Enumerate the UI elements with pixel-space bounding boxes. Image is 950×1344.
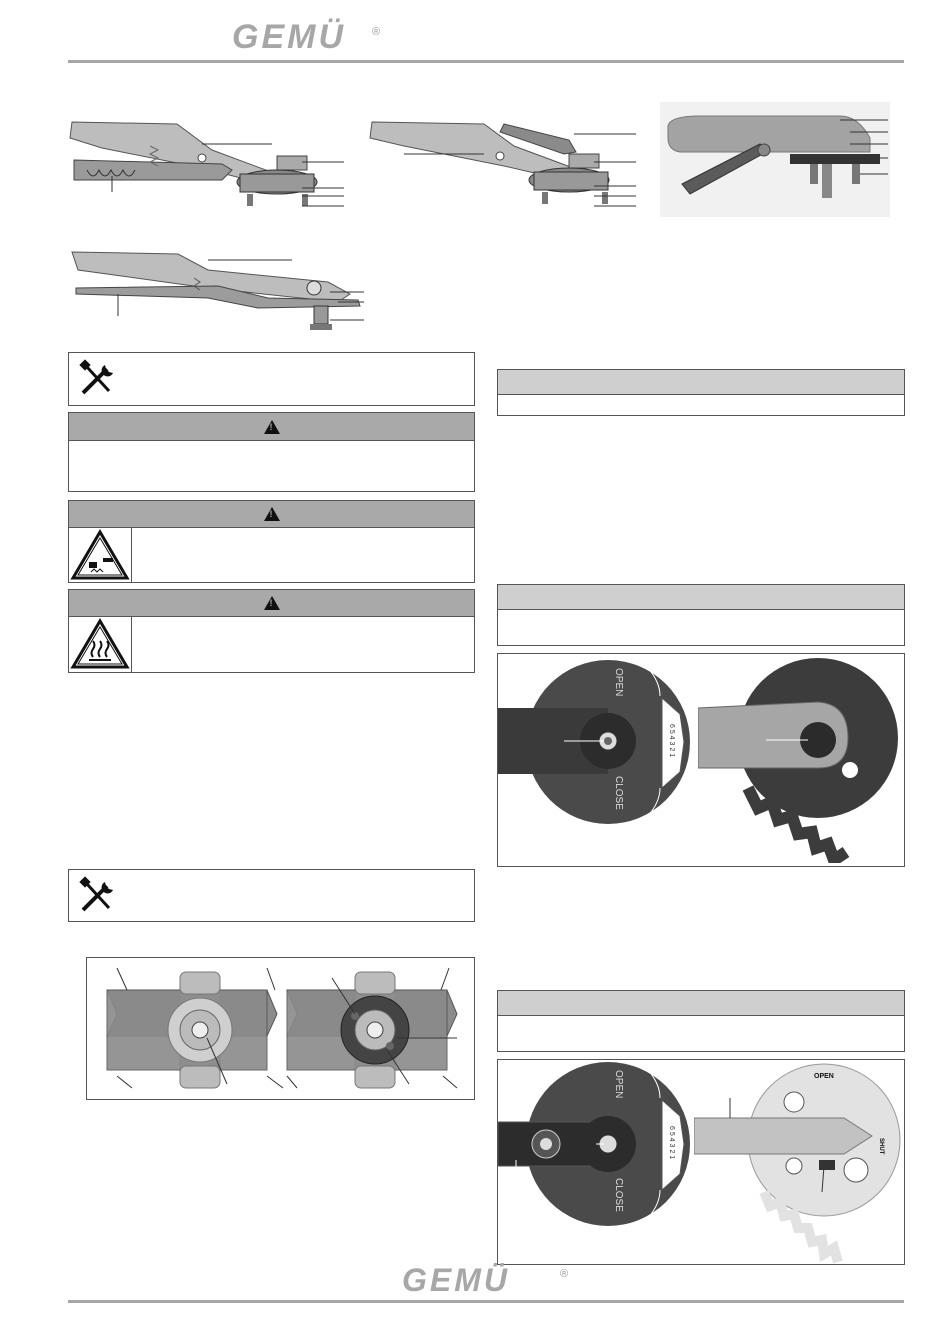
dial-close-label-2: CLOSE <box>613 1178 624 1212</box>
note-box-a-header <box>498 370 904 395</box>
dial-scale-label: 6 5 4 3 2 1 <box>668 724 675 758</box>
footer-rule <box>68 1300 904 1303</box>
dial-open-label-3: OPEN <box>814 1073 834 1080</box>
lever-photo-figure <box>660 102 890 217</box>
warning-triangle-icon <box>264 596 280 610</box>
position-indicator-figure-frame <box>497 653 905 867</box>
note-box-b <box>497 584 905 646</box>
tool-note-box-1 <box>68 352 475 406</box>
header-logo: GEMÜ <box>232 18 346 56</box>
flat-lever-figure <box>68 242 368 342</box>
note-box-b-header <box>498 585 904 610</box>
pipe-valve-figure <box>87 958 474 1099</box>
wrench-screwdriver-icon <box>77 359 117 399</box>
header-registered-mark: ® <box>372 26 381 38</box>
hot-surface-icon <box>69 617 131 673</box>
warning-box-corrosive <box>68 500 475 583</box>
footer-registered-mark: ® <box>560 1268 569 1280</box>
pipe-valve-figure-frame <box>86 957 475 1100</box>
corrosive-hazard-icon <box>69 528 131 583</box>
warning-triangle-icon <box>264 420 280 434</box>
warning-box-hot-surface-header <box>69 590 474 617</box>
dial-shut-label: SHUT <box>878 1138 884 1155</box>
wrench-screwdriver-icon <box>77 876 117 916</box>
lever-handle-figure-1 <box>62 110 352 220</box>
note-box-a <box>497 369 905 416</box>
position-indicator-dial-drawing <box>498 654 698 866</box>
dial-open-label: OPEN <box>613 668 624 697</box>
footer-logo: GEMÜ <box>402 1262 510 1298</box>
lever-handle-figure-2 <box>364 110 644 220</box>
tool-note-box-2 <box>68 869 475 922</box>
position-indicator-dial-drawing-2 <box>498 1060 698 1264</box>
warning-triangle-icon <box>264 507 280 521</box>
warning-box-hot-surface <box>68 589 475 673</box>
warning-box-corrosive-header <box>69 501 474 528</box>
dial-open-label-2: OPEN <box>613 1070 624 1099</box>
warning-box-1-header <box>69 413 474 441</box>
header-rule <box>68 60 904 63</box>
position-indicator-photo <box>698 658 904 863</box>
note-box-c-header <box>498 991 904 1016</box>
note-box-c <box>497 990 905 1052</box>
position-indicator-photo-2 <box>694 1062 904 1264</box>
dial-scale-label-2: 6 5 4 3 2 1 <box>668 1126 675 1160</box>
warning-box-1 <box>68 412 475 492</box>
position-indicator-figure-frame-2 <box>497 1059 905 1265</box>
dial-close-label: CLOSE <box>613 776 624 810</box>
